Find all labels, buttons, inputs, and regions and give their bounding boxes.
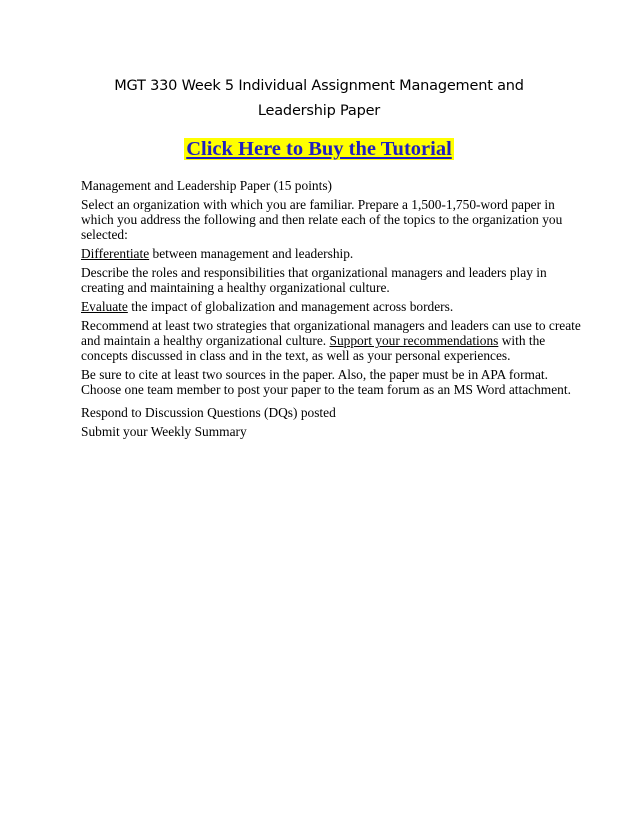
differentiate-link[interactable]: Differentiate	[81, 246, 150, 261]
recommend-text-start: Recommend at least two strategies that organizational managers and leaders can use to create and maintain a healthy organizational culture.	[81, 318, 581, 348]
cta-container	[0, 138, 638, 161]
buy-tutorial-link[interactable]: Click Here to Buy the Tutorial	[186, 138, 452, 160]
paragraph-instructions: Select an organization with which you are familiar. Prepare a 1,500-1,750-word paper in which you address the following and then relate each of the topics to the organization you selected:	[81, 197, 563, 242]
evaluate-link[interactable]: Evaluate	[81, 299, 128, 314]
differentiate-text: between management and leadership.	[149, 246, 354, 261]
paragraph-differentiate	[81, 246, 581, 261]
support-recommendations-link[interactable]: Support your recommendations	[329, 333, 499, 348]
paragraph-cite: Be sure to cite at least two sources in the paper. Also, the paper must be in APA format. Choose one team member to post your paper to the team forum as an MS Word attachment.	[81, 367, 571, 397]
evaluate-text: the impact of globalization and management across borders.	[127, 299, 454, 314]
recommend-text-end: with the concepts discussed in class and in the text, as well as your personal experiences.	[81, 333, 546, 363]
title-line-1: MGT 330 Week 5 Individual Assignment Management and	[114, 78, 524, 94]
paragraph-evaluate	[81, 299, 581, 314]
document-body	[81, 178, 581, 443]
title-line-2: Leadership Paper	[257, 103, 381, 119]
paragraph-describe: Describe the roles and responsibilities that organizational managers and leaders play in creating and maintaining a healthy organizational culture.	[81, 265, 547, 295]
paragraph-heading: Management and Leadership Paper (15 points)	[81, 178, 332, 193]
paragraph-recommend	[81, 318, 581, 363]
paragraph-submit: Submit your Weekly Summary	[81, 424, 247, 439]
paragraph-respond: Respond to Discussion Questions (DQs) posted	[81, 405, 336, 420]
document-title	[60, 74, 578, 124]
